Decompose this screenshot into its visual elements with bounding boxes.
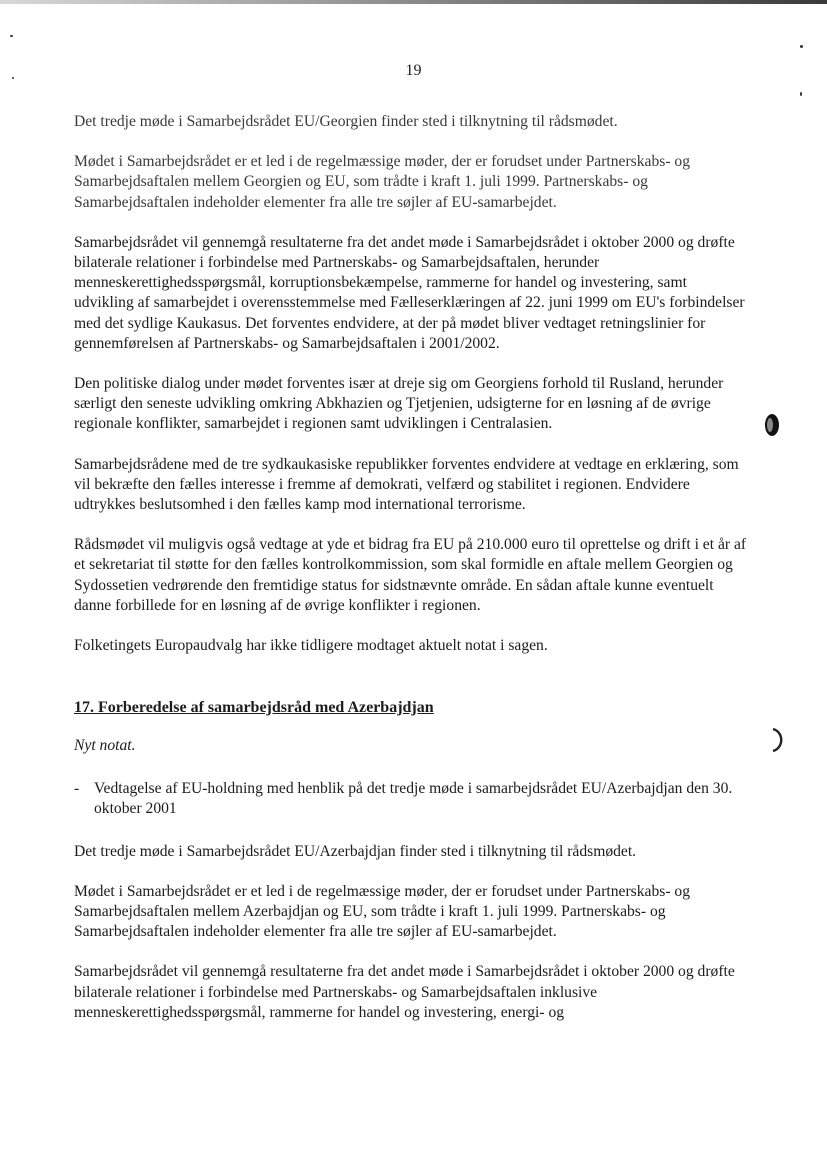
scan-speck — [10, 35, 13, 37]
paragraph: Den politiske dialog under mødet forventes især at dreje sig om Georgiens forhold til Rusland, herunder særligt den seneste udvikling omkring Abkhazien og Tjetjenien, udsigterne for en løsning af de øvrige regionale konflikter, samarbejdet i regionen samt udviklingen i Centralasien. — [74, 375, 724, 433]
paragraph: Folketingets Europaudvalg har ikke tidligere modtaget aktuelt notat i sagen. — [74, 637, 548, 655]
paragraph: Det tredje møde i Samarbejdsrådet EU/Georgien finder sted i tilknytning til rådsmødet. — [74, 113, 618, 130]
bullet-text: Vedtagelse af EU-holdning med henblik på det tredje møde i samarbejdsrådet EU/Azerbajdjan den 30. oktober 2001 — [94, 780, 733, 818]
paragraph: Samarbejdsrådet vil gennemgå resultaterne fra det andet møde i Samarbejdsrådet i oktober 2000 og drøfte bilaterale relationer i forbindelse med Partnerskabs- og Samarbejdsaftalen inklusive menneskerettighedsspørgsmål, rammerne for handel og investering, energi- og — [74, 963, 735, 1021]
paragraph: Det tredje møde i Samarbejdsrådet EU/Azerbajdjan finder sted i tilknytning til rådsmødet. — [74, 842, 637, 860]
punch-hole-mark — [762, 412, 780, 438]
bullet-dash: - — [74, 780, 80, 798]
bullet-item — [74, 779, 750, 819]
scan-speck — [800, 45, 803, 48]
scan-top-edge — [0, 0, 827, 4]
paragraph: Mødet i Samarbejdsrådet er et led i de regelmæssige møder, der er forudset under Partnerskabs- og Samarbejdsaftalen mellem Azerbajdjan og EU, som trådte i kraft 1. juli 1999. Partnerskabs- og Samarbejdsaftalen indeholder elementer fra alle tre søjler af EU-samarbejdet. — [74, 882, 690, 941]
section-subtitle: Nyt notat. — [74, 737, 136, 755]
document-body — [74, 112, 750, 1023]
paragraph: Samarbejdsrådene med de tre sydkaukasiske republikker forventes endvidere at vedtage en erklæring, som vil bekræfte den fælles interesse i fremme af demokrati, velfærd og stabilitet i regionen. Endvidere udtrykkes beslutsomhed i den fælles kamp mod international terrorisme. — [74, 455, 739, 514]
paragraph: Rådsmødet vil muligvis også vedtage at yde et bidrag fra EU på 210.000 euro til oprettelse og drift i et år af et sekretariat til støtte for den fælles kontrolkommission, som skal formidle en aftale mellem Georgien og Sydossetien vedrørende den fremtidige status for sidstnævnte område. En sådan aftale kunne eventuelt danne forbillede for en løsning af de øvrige konflikter i regionen. — [74, 536, 747, 614]
paragraph: Samarbejdsrådet vil gennemgå resultaterne fra det andet møde i Samarbejdsrådet i oktober 2000 og drøfte bilaterale relationer i forbindelse med Partnerskabs- og Samarbejdsaftalen, herunder menneskerettighedsspørgsmål, korruptionsbekæmpelse, rammerne for handel og investering, samt udvikling af samarbejdet i overensstemmelse med Fælleserklæringen af 22. juni 1999 om EU's forbindelser med det sydlige Kaukasus. Det forventes endvidere, at der på mødet bliver vedtaget retningslinier for gennemførelsen af Partnerskabs- og Samarbejdsaftalen i 2001/2002. — [74, 233, 745, 352]
section-heading: 17. Forberedelse af samarbejdsråd med Azerbajdjan — [74, 699, 434, 717]
page-number: 19 — [405, 62, 422, 79]
scan-speck — [800, 92, 802, 96]
paragraph: Mødet i Samarbejdsrådet er et led i de regelmæssige møder, der er forudset under Partnerskabs- og Samarbejdsaftalen mellem Georgien og EU, som trådte i kraft 1. juli 1999. Partnerskabs- og Samarbejdsaftalen indeholder elementer fra alle tre søjler af EU-samarbejdet. — [74, 153, 690, 211]
punch-hole-mark — [768, 727, 786, 753]
